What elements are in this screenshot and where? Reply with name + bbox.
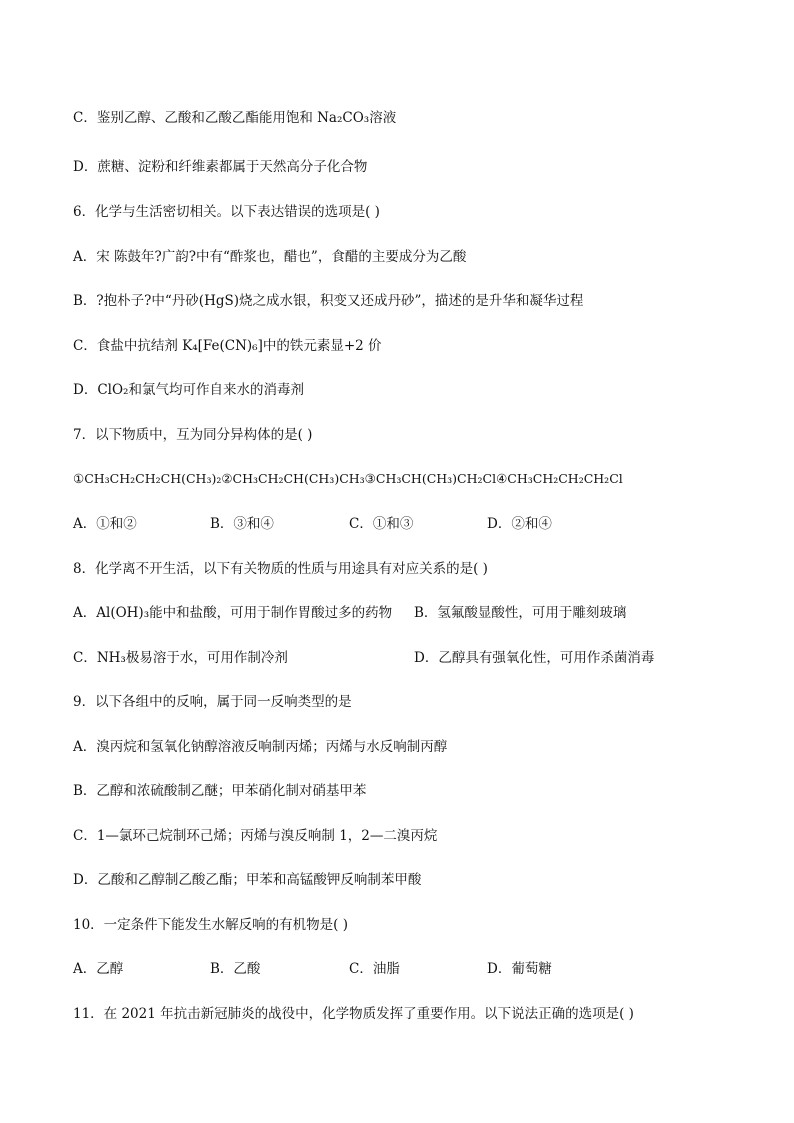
question-9-option-d: D．乙酸和乙醇制乙酸乙酯；甲苯和高锰酸钾反响制苯甲酸 — [73, 872, 422, 888]
question-10-option-b: B．乙酸 — [210, 961, 261, 977]
option-c-carbonate: C．鉴别乙醇、乙酸和乙酸乙酯能用饱和 Na₂CO₃溶液 — [73, 110, 397, 126]
question-10: 10．一定条件下能发生水解反响的有机物是( ) — [73, 917, 349, 933]
question-7-option-d: D．②和④ — [487, 516, 552, 532]
question-11: 11．在 2021 年抗击新冠肺炎的战役中，化学物质发挥了重要作用。以下说法正确的选项是( ) — [73, 1006, 634, 1022]
question-9: 9．以下各组中的反响，属于同一反响类型的是 — [73, 694, 352, 710]
question-7: 7．以下物质中，互为同分异构体的是( ) — [73, 427, 313, 443]
question-8-option-b: B．氢氟酸显酸性，可用于雕刻玻璃 — [414, 605, 627, 621]
question-8-option-d: D．乙醇具有强氧化性，可用作杀菌消毒 — [414, 650, 655, 666]
question-10-option-c: C．油脂 — [349, 961, 400, 977]
question-7-formulas: ①CH₃CH₂CH₂CH(CH₃)₂②CH₃CH₂CH(CH₃)CH₃③CH₃CH(CH₃)CH₂Cl④CH₃CH₂CH₂CH₂Cl — [73, 471, 623, 486]
question-9-option-a: A．溴丙烷和氢氧化钠醇溶液反响制丙烯；丙烯与水反响制丙醇 — [73, 739, 448, 755]
question-10-option-d: D．葡萄糖 — [487, 961, 552, 977]
question-7-option-b: B．③和④ — [210, 516, 274, 532]
question-6-option-c: C．食盐中抗结剂 K₄[Fe(CN)₆]中的铁元素显+2 价 — [73, 338, 382, 354]
question-9-option-b: B．乙醇和浓硫酸制乙醚；甲苯硝化制对硝基甲苯 — [73, 783, 367, 799]
question-8-option-a: A．Al(OH)₃能中和盐酸，可用于制作胃酸过多的药物 — [73, 605, 393, 621]
question-6-option-d: D．ClO₂和氯气均可作自来水的消毒剂 — [73, 382, 304, 398]
option-d-polymers: D．蔗糖、淀粉和纤维素都属于天然高分子化合物 — [73, 159, 368, 175]
question-8: 8．化学离不开生活，以下有关物质的性质与用途具有对应关系的是( ) — [73, 561, 488, 577]
question-6-option-a: A．宋 陈鼓年?广韵?中有“酢浆也，醋也”，食醋的主要成分为乙酸 — [73, 249, 467, 265]
question-10-option-a: A．乙醇 — [73, 961, 124, 977]
question-7-option-a: A．①和② — [73, 516, 137, 532]
question-8-option-c: C．NH₃极易溶于水，可用作制冷剂 — [73, 650, 288, 666]
question-6: 6．化学与生活密切相关。以下表达错误的选项是( ) — [73, 204, 380, 220]
question-9-option-c: C．1—氯环己烷制环己烯；丙烯与溴反响制 1，2—二溴丙烷 — [73, 828, 438, 844]
question-7-option-c: C．①和③ — [349, 516, 414, 532]
question-6-option-b: B．?抱朴子?中“丹砂(HgS)烧之成水银，积变又还成丹砂”，描述的是升华和凝华过程 — [73, 293, 584, 309]
